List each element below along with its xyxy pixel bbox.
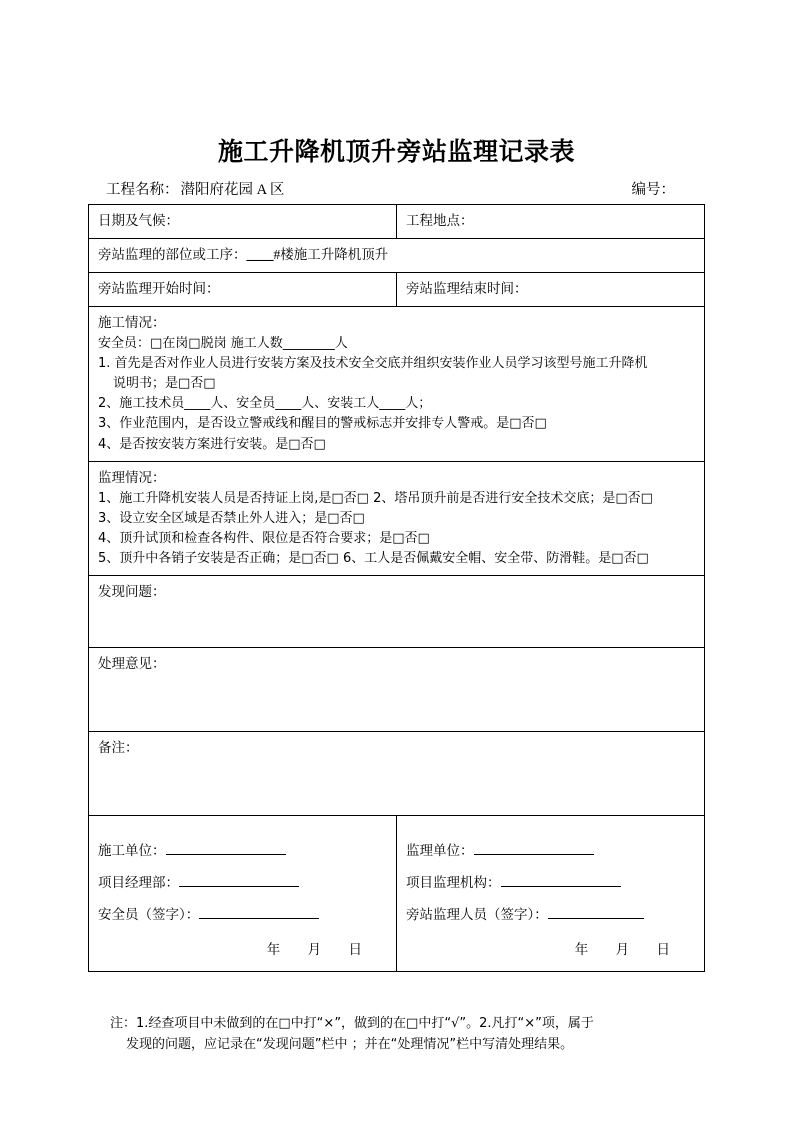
- table-row: [89, 273, 705, 307]
- supervision-line-3: 5、顶升中各销子安装是否正确；是□否□ 6、工人是否佩戴安全帽、安全带、防滑鞋。是□否□: [98, 551, 649, 567]
- table-row: [89, 307, 705, 462]
- cell-handling-opinion[interactable]: 处理意见：: [89, 648, 705, 732]
- cell-signatures-right: [397, 816, 705, 972]
- part-or-process-tail: #楼施工升降机顶升: [273, 247, 389, 262]
- table-row: [89, 816, 705, 972]
- footnote: [88, 1012, 705, 1056]
- signature-line: [406, 905, 695, 926]
- cell-part-or-process: [89, 239, 705, 273]
- table-row: [89, 732, 705, 816]
- supervision-situation-title: 监理情况：: [98, 469, 166, 485]
- construction-line-4: 3、作业范围内，是否设立警戒线和醒目的警戒标志并安排专人警戒。是□否□: [98, 416, 547, 432]
- footnote-line-2: 发现的问题，应记录在“发现问题”栏中 ；并在“处理情况”栏中写清处理结果。: [126, 1037, 574, 1053]
- site-supervisor-field[interactable]: [548, 918, 644, 919]
- signature-line: [406, 873, 695, 894]
- construction-unit-label: 施工单位：: [98, 843, 166, 859]
- date-day-left: 日: [348, 942, 363, 958]
- cell-remarks[interactable]: 备注：: [89, 732, 705, 816]
- page-title: 施工升降机顶升旁站监理记录表: [217, 138, 575, 166]
- date-year-right: 年: [574, 942, 590, 958]
- signature-line: [98, 841, 387, 862]
- date-month-right: 月: [615, 942, 631, 958]
- cell-start-time: 旁站监理开始时间：: [89, 273, 397, 307]
- construction-situation-title: 施工情况：: [98, 315, 166, 330]
- date-year-left: 年: [266, 942, 282, 958]
- supervision-org-field[interactable]: [501, 886, 621, 887]
- cell-end-time: 旁站监理结束时间：: [397, 273, 705, 307]
- supervision-line-1: 3、设立安全区域是否禁止外人进入；是□否□: [98, 510, 365, 526]
- safety-officer-label: 安全员（签字）：: [98, 907, 200, 923]
- project-name-label: 工程名称：: [106, 182, 179, 198]
- supervision-line-2: 4、顶升试顶和检查各构件、限位是否符合要求；是□否□: [98, 530, 430, 546]
- date-row-left: [98, 940, 387, 961]
- footnote-line-1: 注：1.经查项目中未做到的在□中打“×”，做到的在□中打“√”。2.凡打“×”项，属于: [110, 1016, 594, 1031]
- project-manager-dept-label: 项目经理部：: [98, 875, 179, 891]
- supervision-record-table: [88, 204, 705, 972]
- table-row: [89, 205, 705, 239]
- signature-line: [406, 841, 695, 862]
- cell-site-location: 工程地点：: [397, 205, 705, 239]
- date-month-left: 月: [307, 942, 323, 958]
- cell-supervision-situation: [89, 461, 705, 575]
- table-row: [89, 239, 705, 273]
- project-name-value: 潜阳府花园 A 区: [180, 182, 285, 198]
- construction-line-2: 说明书；是□否□: [113, 376, 216, 392]
- cell-date-weather: 日期及气候：: [89, 205, 397, 239]
- date-day-right: 日: [656, 942, 671, 958]
- part-or-process-blank: ____: [246, 247, 274, 262]
- project-manager-dept-field[interactable]: [179, 886, 299, 887]
- supervision-line-0: 1、施工升降机安装人员是否持证上岗,是□否□ 2、塔吊顶升前是否进行安全技术交底；是□否□: [98, 490, 653, 506]
- cell-signatures-left: [89, 816, 397, 972]
- supervision-org-label: 项目监理机构：: [406, 875, 501, 891]
- date-row-right: [406, 940, 695, 961]
- construction-line-3: 2、施工技术员____人、安全员____人、安装工人____人；: [98, 396, 432, 412]
- construction-line-5: 4、是否按安装方案进行安装。是□否□: [98, 436, 326, 452]
- safety-officer-field[interactable]: [199, 918, 319, 919]
- construction-line-1: 1. 首先是否对作业人员进行安装方案及技术安全交底并组织安装作业人员学习该型号施工升降机: [98, 356, 648, 372]
- cell-found-problems[interactable]: 发现问题：: [89, 576, 705, 648]
- signature-line: [98, 905, 387, 926]
- signature-line: [98, 873, 387, 894]
- supervision-unit-field[interactable]: [474, 854, 594, 855]
- record-number-label: 编号：: [631, 182, 675, 198]
- table-row: [89, 576, 705, 648]
- cell-construction-situation: [89, 307, 705, 462]
- subhead-row: [88, 178, 705, 199]
- table-row: [89, 461, 705, 575]
- table-row: [89, 648, 705, 732]
- site-supervisor-label: 旁站监理人员（签字）：: [406, 907, 548, 923]
- supervision-unit-label: 监理单位：: [406, 843, 474, 859]
- part-or-process-label: 旁站监理的部位或工序：: [98, 247, 247, 262]
- construction-line-0: 安全员：□在岗□脱岗 施工人数________人: [98, 335, 348, 351]
- construction-unit-field[interactable]: [166, 854, 286, 855]
